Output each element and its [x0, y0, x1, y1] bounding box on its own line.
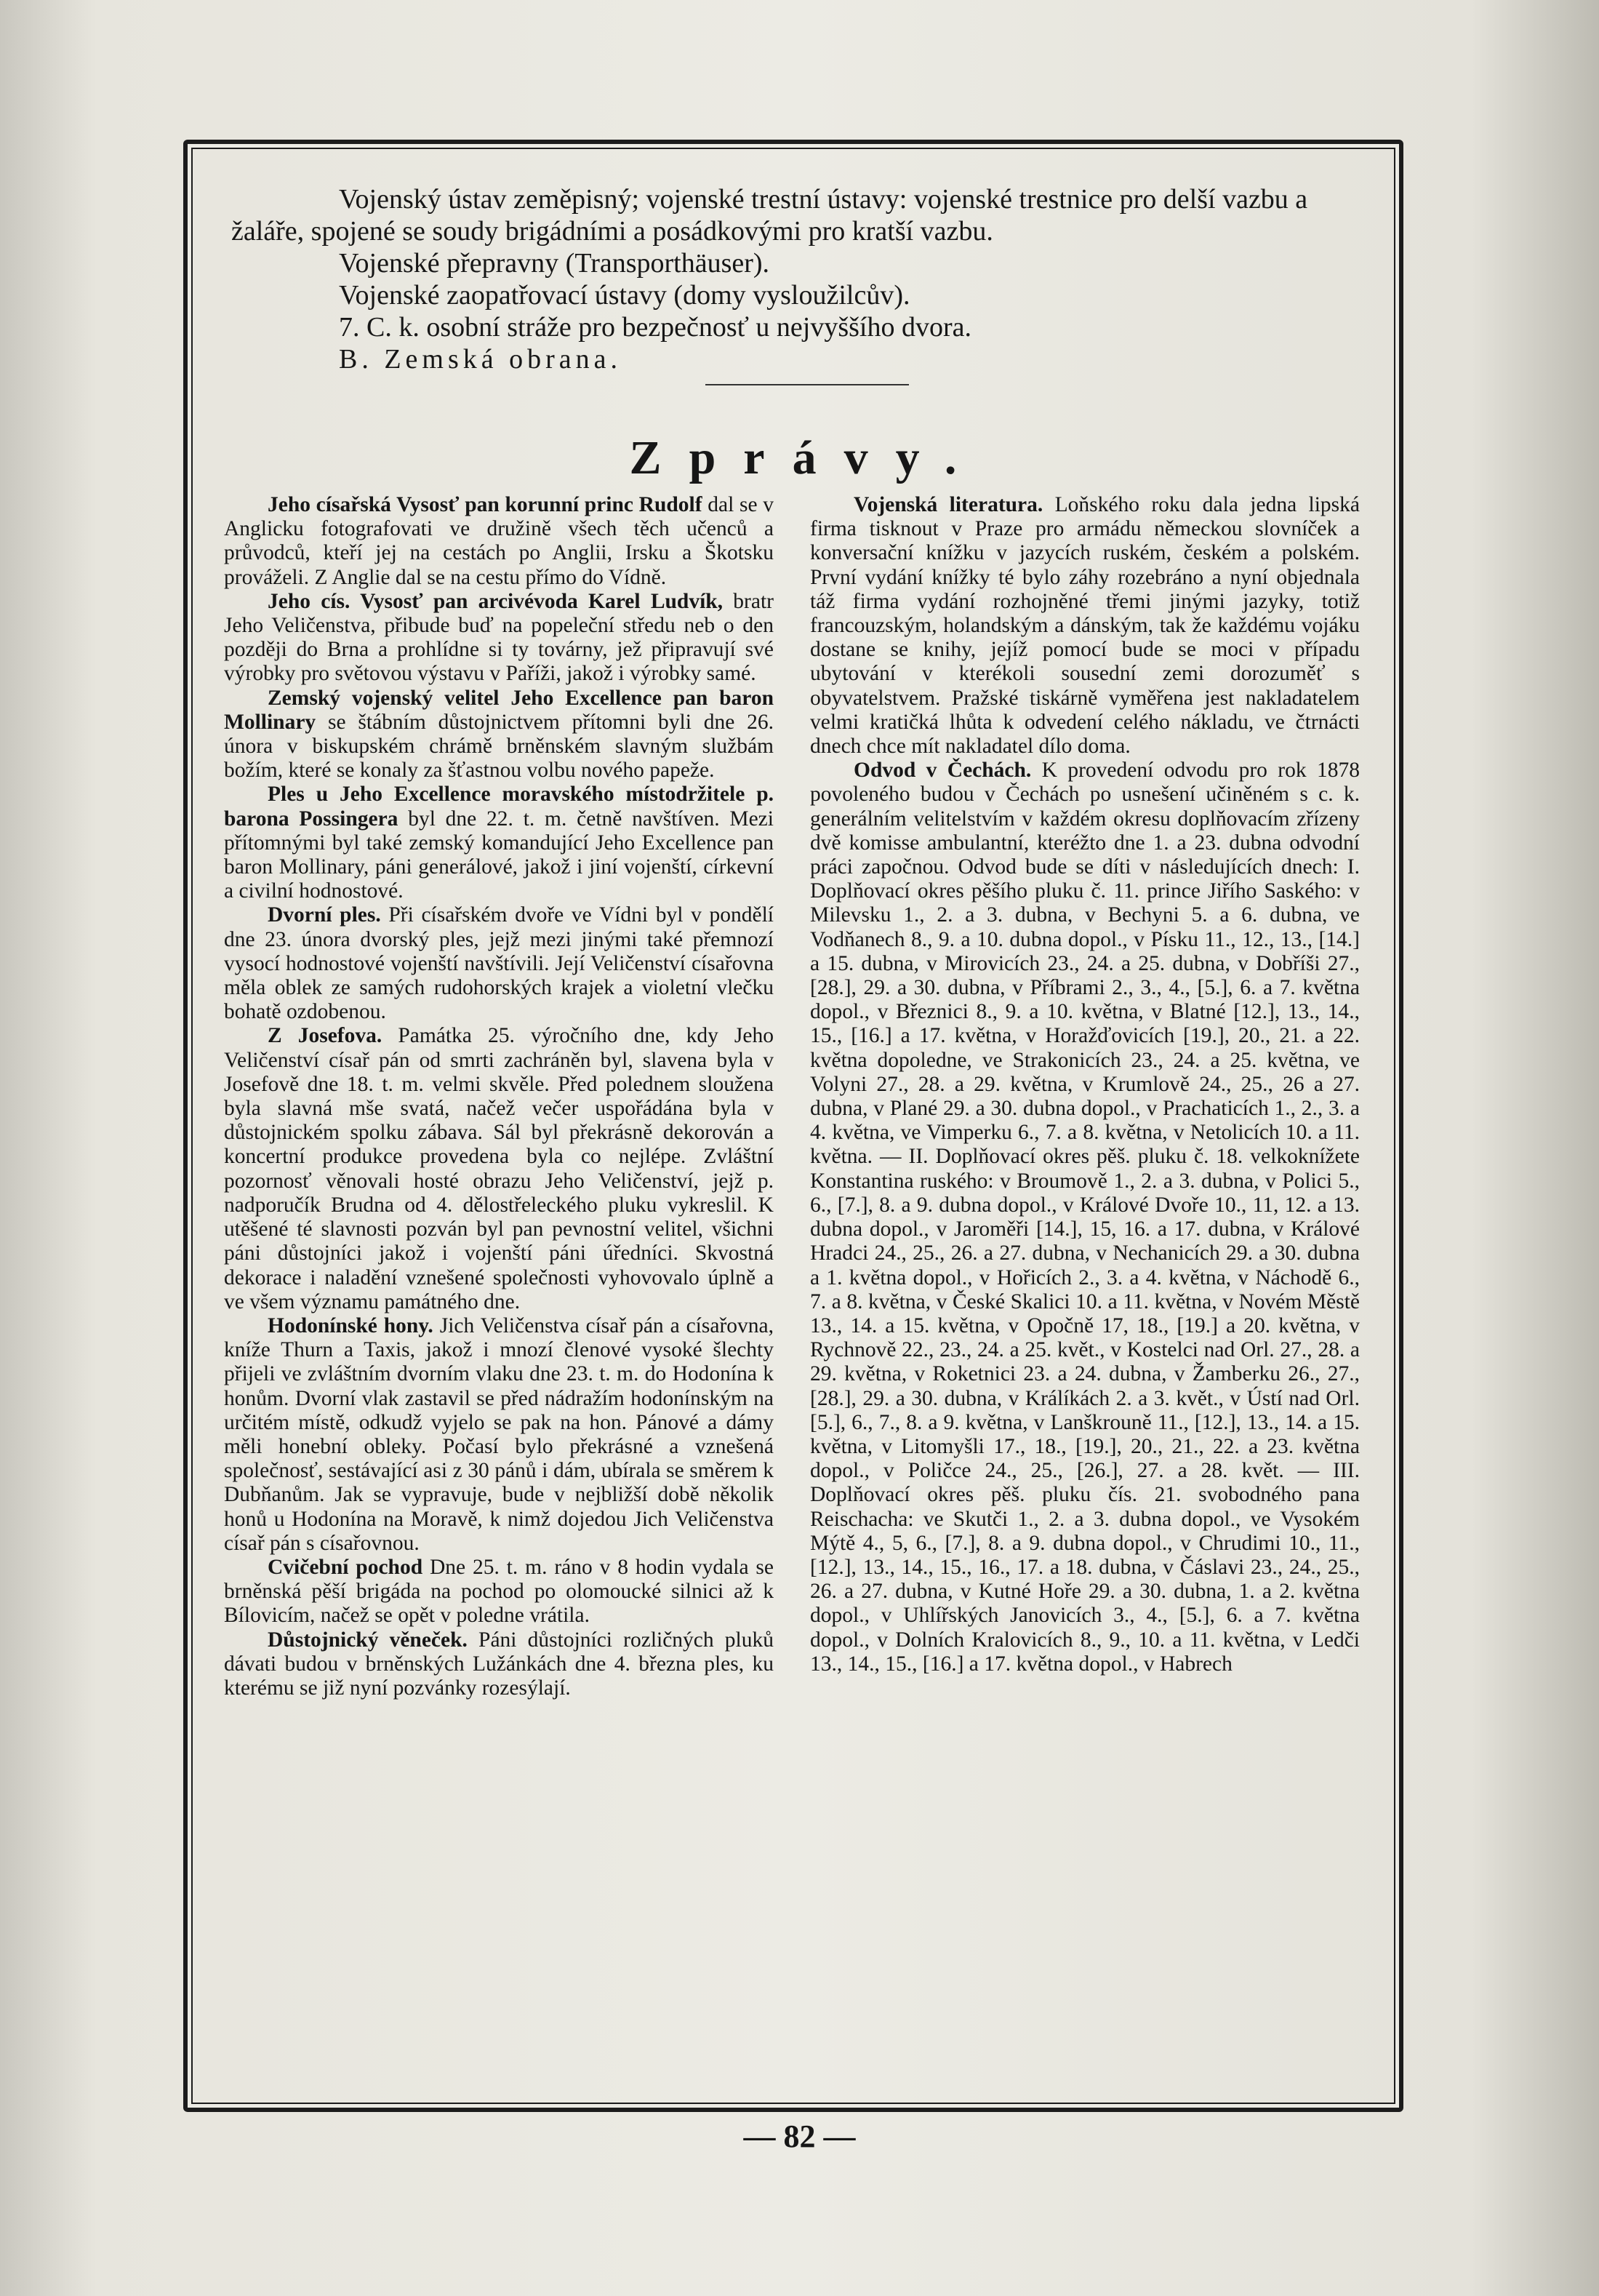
news-item-heading: Cvičební pochod: [268, 1555, 423, 1579]
intro-block: [231, 183, 1366, 375]
news-item-body: se štábním důstojnictvem přítomni byli dne 26. února v biskupském chrámě brněnském slavným službám božím, které se konaly za šťastnou volbu nového papeže.: [224, 710, 774, 783]
news-item-heading: Hodonínské hony.: [268, 1313, 433, 1337]
news-item: [810, 493, 1360, 759]
news-item: [224, 1314, 774, 1556]
news-item: [810, 759, 1360, 1676]
news-item: [224, 687, 774, 783]
news-item-body: K provedení odvodu pro rok 1878 povoleného budou v Čechách po usnešení učiněném s c. k. generálním velitelstvím v každém okresu doplňovacím zřízeny dvě komisse ambulantní, kteréžto dne 1. a 23. dubna odvodní práci započnou. Odvod bude se díti v následujících dnech: I. Doplňovací okres pěšího pluku č. 11. prince Jiřího Saského: v Milevsku 1., 2. a 3. dubna, v Bechyni 5. a 6. dubna, ve Vodňanech 8., 9. a 10. dubna dopol., v Písku 11., 12., 13., [14.] a 15. dubna, v Mirovicích 23., 24. a 25. dubna, v Dobříši 27., [28.], 29. a 30. dubna, v Příbrami 2., 3., 4., [5.], 6. a 7. května dopol., v Březnici 8., 9. a 10. května, v Blatné [12.], 13., 14., 15., [16.] a 17. května, v Horažďovicích [19.], 20., 21. a 22. května dopoledne, ve Strakonicích 23., 24. a 25. května, ve Volyni 27., 28. a 29. května, v Krumlově 24., 25., 26 a 27. dubna, v Plané 29. a 30. dubna dopol., v Prachaticích 1., 2., 3. a 4. května, ve Vimperku 6., 7. a 8. května, v Netolicích 10. a 11. května. — II. Doplňovací okres pěš. pluku č. 18. velkoknížete Konstantina ruského: v Broumově 1., 2. a 3. dubna, v Polici 5., 6., [7.], 8. a 9. dubna dopol., v Králové Dvoře 10., 11, 12. a 13. dubna dopol., v Jaroměři [14.], 15, 16. a 17. dubna, v Králové Hradci 24., 25., 26. a 27. dubna, v Nechanicích 29. a 30. dubna a 1. května dopol., v Hořicích 2., 3. a 4. května, v Náchodě 6., 7. a 8. května, v České Skalici 10. a 11. května, v Novém Městě 13., 14. a 15. května, v Opočně 17, 18., [19.] a 20. května, v Rychnově 22., 23., 24. a 25. květ., v Kostelci nad Orl. 27., 28. a 29. května, v Roketnici 23. a 24. dubna, v Žamberku 26., 27., [28.], 29. a 30. dubna, v Králíkách 2. a 3. květ., v Ústí nad Orl. [5.], 6., 7., 8. a 9. května, v Lanškrouně 11., [12.], 13., 14. a 15. května, v Litomyšli 17., 18., [19.], 20., 21., 22. a 23. května dopol., v Poličce 24., 25., [26.], 27. a 28. květ. — III. Doplňovací okres pěš. pluku čís. 21. svobodného pana Reischacha: ve Skutči 1., 2. a 3. dubna dopol., ve Vysokém Mýtě 4., 5, 6., [7.], 8. a 9. dubna dopol., v Chrudimi 10., 11., [12.], 13., 14., 15., 16., 17. a 18. dubna, v Čáslavi 23., 24., 25., 26. a 27. dubna, v Kutné Hoře 29. a 30. dubna, 1. a 2. května dopol., v Uhlířských Janovicích 3., 4., [5.], 6. a 7. května dopol., v Dolních Kralovicích 8., 9., 10. a 11. května, v Ledči 13., 14., 15., [16.] a 17. května dopol., v Habrech: [810, 759, 1360, 1676]
intro-line: 7. C. k. osobní stráže pro bezpečnosť u nejvyššího dvora.: [339, 312, 972, 343]
news-item-heading: Z Josefova.: [268, 1024, 382, 1048]
page-number: — 82 —: [743, 2119, 856, 2154]
news-item: [224, 1024, 774, 1313]
left-column: [224, 493, 774, 1700]
section-heading: Zprávy.: [629, 431, 985, 484]
news-item: [224, 1628, 774, 1701]
intro-line: Vojenský ústav zeměpisný; vojenské trestní ústavy: vojenské trestnice pro delší vazbu a žaláře, spojené se soudy brigádními a posádkovými pro kratší vazbu.: [231, 184, 1308, 247]
news-item-body: bratr Jeho Veličenstva, přibude buď na popeleční středu neb o den později do Brna a prohlídne si ty továrny, jež připravují své výrobky pro světovou výstavu v Paříži, jakož i výrobky samé.: [224, 589, 774, 686]
news-item-heading: Dvorní ples.: [268, 903, 381, 927]
news-item-heading: Důstojnický věneček.: [268, 1628, 468, 1652]
news-item-body: Památka 25. výročního dne, kdy Jeho Veličenství císař pán od smrti zachráněn byl, slavena byla v Josefově dne 18. t. m. velmi skvěle. Před polednem sloužena byla slavná mše svatá, načež večer uspořádána byla v důstojnickém spolku zábava. Sál byl překrásně dekorován a koncertní produkce provedena byla co nejlépe. Zvláštní pozornosť věnovali hosté obrazu Jeho Veličenství, jejž p. nadporučík Brudna od 4. dělostřeleckého pluku vykreslil. K utěšené té slavnosti pozván byl pan pevnostní velitel, všichni páni důstojníci jakož i vojenští páni úředníci. Skvostná dekorace i naladění vznešené společnosti vyhovovalo úplně a ve všem významu památného dne.: [224, 1024, 774, 1313]
news-item: [224, 783, 774, 903]
news-item-body: Dne 25. t. m. ráno v 8 hodin vydala se brněnská pěší brigáda na pochod po olomoucké silnici až k Bílovicím, načež se opět v poledne vrátila.: [224, 1555, 774, 1628]
news-item-body: byl dne 22. t. m. četně navštíven. Mezi přítomnými byl také zemský komandující Jeho Excellence pan baron Mollinary, páni generálové, jakož i jiní vojenští, církevní a civilní hodnostové.: [224, 807, 774, 903]
news-item-body: Loňského roku dala jedna lipská firma tisknout v Praze pro armádu německou slovníček a konversační knížku v jazycích ruském, českém a polském. První vydání knížky té bylo záhy rozebráno a nyní objednala táž firma vydání rozhojněné třemi jinými jazyky, totiž francouzským, holandským a dánským, tak že každému vojáku dostane se knihy, jejíž pomocí bude se moci v případu ubytování v kterékoli sousední zemi dorozuměť s obyvatelstvem. Pražské tiskárně vyměřena jest nakladatelem velmi kratičká lhůta k odvedení celého nákladu, ve čtrnácti dnech chce mít nakladatel dílo doma.: [810, 493, 1360, 759]
news-item-body: Páni důstojníci rozličných pluků dávati budou v brněnských Lužánkách dne 4. března ples, ku kterému se již nyní pozvánky rozesýlají.: [224, 1628, 774, 1700]
news-item-body: Jich Veličenstva císař pán a císařovna, kníže Thurn a Taxis, jakož i mnozí členové vysoké šlechty přijeli ve zvláštním dvorním vlaku dne 23. t. m. do Hodonína k honům. Dvorní vlak zastavil se před nádražím hodonínským na určitém místě, odkudž vyjelo se pak na hon. Pánové a dámy měli honební obleky. Počasí bylo překrásné a vznešená společnosť, sestávající asi z 30 pánů i dám, ubírala se směrem k Dubňanům. Jak se vypravuje, bude v nejbližší době několik honů u Hodonína na Moravě, k nimž dojedou Jich Veličenstva císař pán s císařovnou.: [224, 1313, 774, 1555]
intro-line: Vojenské přepravny (Transporthäuser).: [339, 248, 770, 279]
intro-line: B. Zemská obrana.: [339, 344, 622, 375]
news-item: [224, 1556, 774, 1628]
news-item: [224, 903, 774, 1024]
intro-line: Vojenské zaopatřovací ústavy (domy vysloužilcův).: [339, 280, 910, 311]
news-item-heading: Ples u Jeho Excellence moravského místodržitele p. barona Possingera: [224, 783, 774, 831]
news-item-heading: Jeho císařská Vysosť pan korunní princ Rudolf: [268, 493, 702, 516]
separator-rule: [705, 384, 909, 385]
news-item-heading: Odvod v Čechách.: [854, 759, 1032, 783]
news-item-heading: Jeho cís. Vysosť pan arcivévoda Karel Ludvík,: [268, 589, 724, 613]
news-item-heading: Vojenská literatura.: [854, 493, 1043, 516]
news-item: [224, 590, 774, 687]
news-item-body: dal se v Anglicku fotografovati ve družině všech těch učenců a průvodců, kteří jej na cestách po Anglii, Irsku a Škotsku prováželi. Z Anglie dal se na cestu přímo do Vídně.: [224, 493, 774, 589]
news-item-body: Při císařském dvoře ve Vídni byl v pondělí dne 23. února dvorský ples, jejž mezi jinými také přemnozí vysocí hodnostové vojenští navštívili. Její Veličenství císařovna měla oblek ze samých rudohorských krajek a violetní vlečku bohatě ozdobenou.: [224, 903, 774, 1024]
news-item-heading: Zemský vojenský velitel Jeho Excellence pan baron Mollinary: [224, 686, 774, 734]
right-column: [810, 493, 1360, 1676]
news-item: [224, 493, 774, 590]
